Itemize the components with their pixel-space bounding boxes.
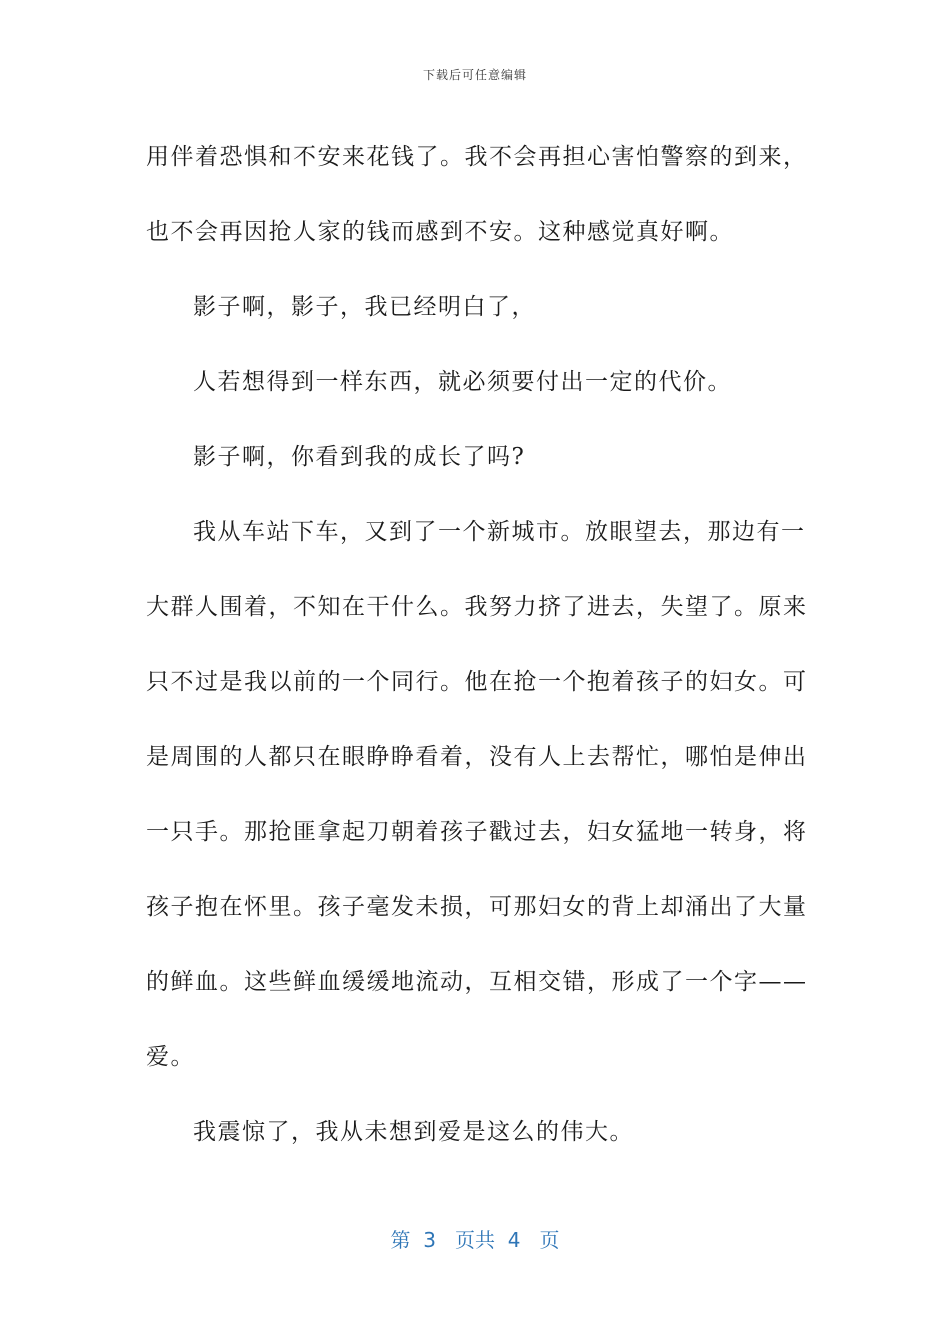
text-line: 影子啊，你看到我的成长了吗? [193, 444, 526, 470]
text-line: 影子啊，影子，我已经明白了， [193, 294, 536, 320]
text-line: 一只手。那抢匪拿起刀朝着孩子戳过去，妇女猛地一转身，将 [146, 819, 808, 845]
text-line: 大群人围着，不知在干什么。我努力挤了进去，失望了。原来 [146, 594, 808, 620]
text-line: 爱。 [146, 1044, 195, 1070]
text-line: 我从车站下车，又到了一个新城市。放眼望去，那边有一 [193, 519, 806, 545]
text-line: 只不过是我以前的一个同行。他在抢一个抱着孩子的妇女。可 [146, 669, 808, 695]
text-line: 也不会再因抢人家的钱而感到不安。这种感觉真好啊。 [146, 219, 734, 245]
text-line: 人若想得到一样东西，就必须要付出一定的代价。 [193, 369, 732, 395]
text-line: 是周围的人都只在眼睁睁看着，没有人上去帮忙，哪怕是伸出 [146, 744, 808, 770]
text-line: 我震惊了，我从未想到爱是这么的伟大。 [193, 1119, 634, 1145]
text-line: 的鲜血。这些鲜血缓缓地流动，互相交错，形成了一个字—— [146, 969, 808, 995]
text-line: 用伴着恐惧和不安来花钱了。我不会再担心害怕警察的到来， [146, 144, 808, 170]
page-header: 下载后可任意编辑 [422, 68, 527, 82]
document-body [146, 120, 808, 1170]
text-line: 孩子抱在怀里。孩子毫发未损，可那妇女的背上却涌出了大量 [146, 894, 808, 920]
page-number-footer: 第 3 页共 4 页 [390, 1228, 560, 1252]
